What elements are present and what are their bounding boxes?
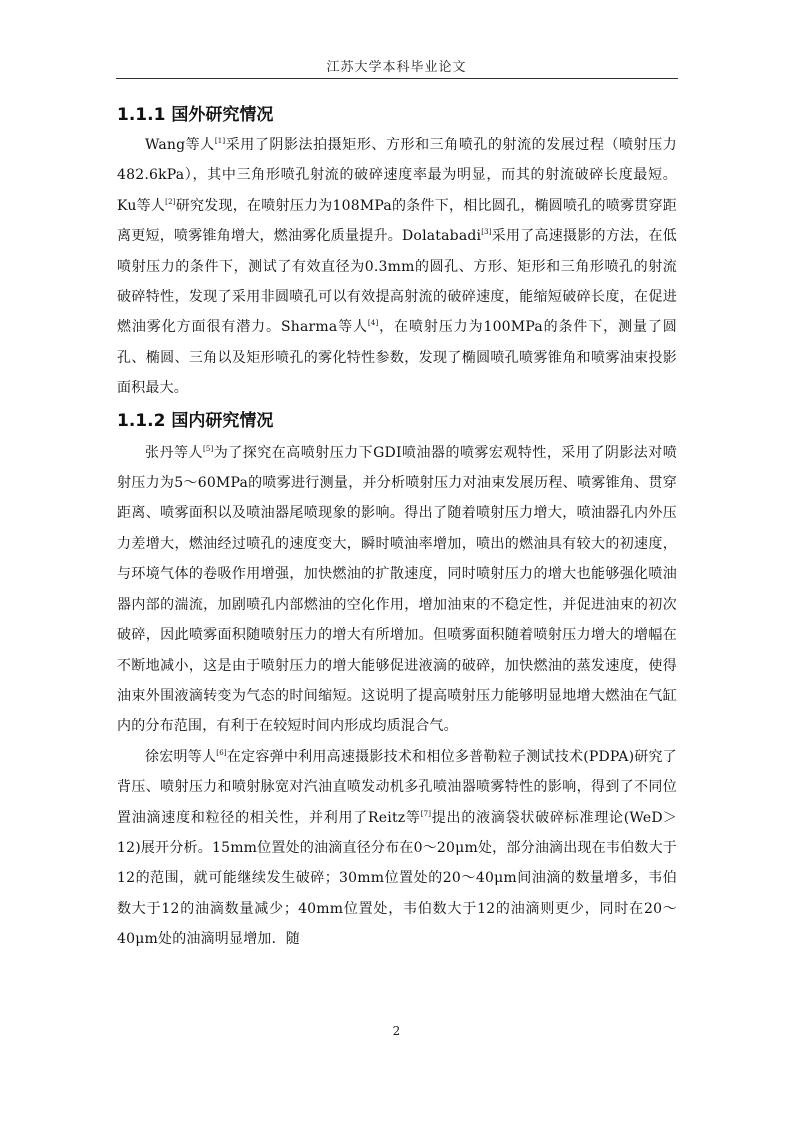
paragraph <box>117 742 677 955</box>
page-body <box>117 100 677 955</box>
citation-marker: [2] <box>165 197 176 206</box>
paragraph-text: Wang等人 <box>145 137 215 153</box>
paragraph-text: 研究发现，在喷射压力为108MPa的条件下，相比圆孔，椭圆喷孔的喷雾贯穿距离更短，喷雾锥角增大，燃油雾化质量提升。Dolatabadi <box>117 197 678 245</box>
paragraph <box>117 438 677 742</box>
paragraph <box>117 130 677 404</box>
paragraph-text: 徐宏明等人 <box>145 748 217 765</box>
citation-marker: [3] <box>481 228 492 237</box>
page-number: 2 <box>392 1024 401 1038</box>
citation-marker: [1] <box>214 137 226 145</box>
paragraph-text: 采用了高速摄影的方法，在低喷射压力的条件下，测试了有效直径为0.3mm的圆孔、方形、矩形和三角形喷孔的射流破碎特性，发现了采用非圆喷孔可以有效提高射流的破碎速度，能缩短破碎长度，在促进燃油雾化方面很有潜力。Sharma等人 <box>117 228 677 336</box>
citation-marker: [6] <box>216 748 227 757</box>
paragraph-text: ，在喷射压力为100MPa的条件下，测量了圆孔、椭圆、三角以及矩形喷孔的雾化特性参数，发现了椭圆喷孔喷雾锥角和喷雾油束投影面积最大。 <box>117 319 677 397</box>
paragraph-text: 采用了阴影法拍摄矩形、方形和三角喷孔的射流的发展过程（喷射压力482.6kPa），其中三角形喷孔射流的破碎速度率最为明显，而其的射流破碎长度最短。Ku等人 <box>117 137 677 214</box>
section-heading-foreign: 1.1.1 国外研究情况 <box>117 105 274 125</box>
paragraph-text: 提出的液滴袋状破碎标准理论(WeD＞12)展开分析。15mm位置处的油滴直径分布在0～20μm处，部分油滴出现在韦伯数大于12的范围，就可能继续发生破碎；30mm位置处的20～40μm间油滴的数量增多，韦伯数大于12的油滴数量减少；40mm位置处，韦伯数大于12的油滴则更少，同时在20～40μm处的油滴明显增加．随 <box>117 809 677 948</box>
citation-marker: [7] <box>420 809 432 818</box>
paragraph-text: 在定容弹中利用高速摄影技术和相位多普勒粒子测试技术(PDPA)研究了背压、喷射压力和喷射脉宽对汽油直喷发动机多孔喷油器喷雾特性的影响，得到了不同位置油滴速度和粒径的相关性，并利用了Reitz等 <box>117 748 677 826</box>
citation-marker: [5] <box>202 444 214 453</box>
running-header: 江苏大学本科毕业论文 <box>326 60 467 75</box>
section-heading-domestic: 1.1.2 国内研究情况 <box>117 410 274 431</box>
header-rule <box>116 78 678 79</box>
citation-marker: [4] <box>367 319 379 328</box>
paragraph-text: 为了探究在高喷射压力下GDI喷油器的喷雾宏观特性，采用了阴影法对喷射压力为5～60MPa的喷雾进行测量，并分析喷射压力对油束发展历程、喷雾锥角、贯穿距离、喷雾面积以及喷油器尾喷现象的影响。得出了随着喷射压力增大，喷油器孔内外压力差增大，燃油经过喷孔的速度变大，瞬时喷油率增加，喷出的燃油具有较大的初速度，与环境气体的卷吸作用增强，加快燃油的扩散速度，同时喷射压力的增大也能够强化喷油器内部的湍流，加剧喷孔内部燃油的空化作用，增加油束的不稳定性，并促进油束的初次破碎，因此喷雾面积随喷射压力的增大有所增加。但喷雾面积随着喷射压力增大的增幅在不断地减小，这是由于喷射压力的增大能够促进液滴的破碎，加快燃油的蒸发速度，使得油束外围液滴转变为气态的时间缩短。这说明了提高喷射压力能够明显地增大燃油在气缸内的分布范围，有利于在较短时间内形成均质混合气。 <box>117 444 677 735</box>
paragraph-text: 张丹等人 <box>145 444 203 461</box>
